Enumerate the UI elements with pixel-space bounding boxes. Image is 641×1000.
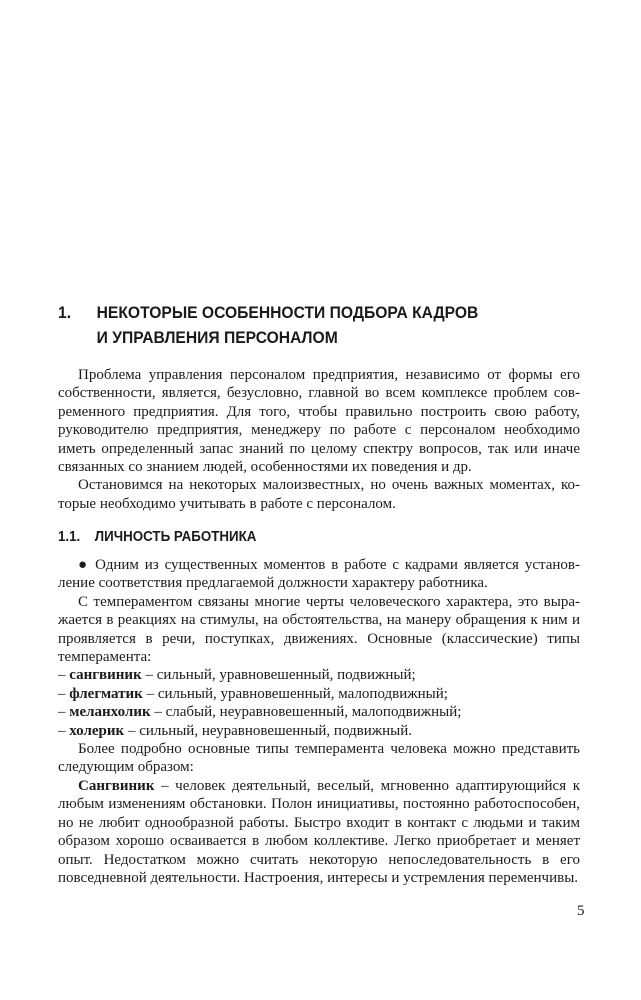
temperament-type-desc: – сильный, уравновешенный, подвижный; (141, 667, 416, 684)
temperament-type-item: – флегматик – сильный, уравновешенный, малоподвижный; (58, 685, 448, 702)
intro-paragraph-2: Остановимся на некоторых малоизвестных, но очень важных моментах, которые необходимо учитывать в работе с персоналом. (58, 477, 580, 512)
intro-paragraph-1: Проблема управления персоналом предприятия, независимо от формы его собственности, является, безусловно, главной во всем комплексе проблем современного предприятия. Для того, чтобы правильно построить свою работу, руководителю предприятия, менеджеру по работе с персоналом необходимо иметь определенный запас знаний по целому спектру вопросов, так или иначе связанных со знанием людей, особенностями их поведения и др. (58, 367, 580, 476)
subsection-title: ЛИЧНОСТЬ РАБОТНИКА (94, 529, 257, 545)
temperament-type-desc: – слабый, неуравновешенный, малоподвижный; (150, 704, 462, 721)
section-title-line1: НЕКОТОРЫЕ ОСОБЕННОСТИ ПОДБОРА КАДРОВ (96, 303, 479, 322)
more-detail-paragraph: Более подробно основные типы темперамента человека можно представить следующим образом: (58, 741, 580, 776)
temperament-type-name: флегматик (69, 685, 143, 702)
temperament-type-item: – меланхолик – слабый, неуравновешенный, малоподвижный; (58, 704, 462, 721)
temperament-type-name: холерик (69, 722, 125, 739)
temperament-type-item: – сангвиник – сильный, уравновешенный, подвижный; (58, 667, 416, 684)
content-block (58, 556, 580, 887)
page-number: 5 (577, 903, 585, 919)
subsection-number: 1.1. (58, 529, 81, 545)
subsection-heading (58, 528, 536, 546)
sanguine-text: – человек деятельный, веселый, мгновенно адаптирующийся к любым изменениям обстановки. Полон инициативы, постоянно работоспособен, но не любит однообразной работы. Быстро входит в контакт с людьми и таким образом хорошо осваивается в любом коллективе. Легко приобретает и меняет опыт. Недостатком можно считать некоторую непоследовательность в его повседневной деятельности. Настроения, интересы и устремления переменчивы. (58, 777, 580, 886)
temperament-type-name: меланхолик (69, 704, 151, 721)
sanguine-paragraph (58, 777, 580, 887)
bullet-paragraph: ● Одним из существенных моментов в работе с кадрами является установление соответствия предлагаемой должности характеру работника. (58, 557, 580, 592)
sanguine-term: Сангвиник (78, 777, 155, 794)
temperament-paragraph: С темпераментом связаны многие черты человеческого характера, это выражается в реакциях на стимулы, на обстоятельства, на манеру обращения к ним и проявляется в речи, поступках, движениях. Основные (классические) типы темперамента: (58, 593, 580, 666)
temperament-type-item: – холерик – сильный, неуравновешенный, подвижный. (58, 722, 413, 739)
intro-block (58, 366, 580, 513)
temperament-type-name: сангвиник (69, 667, 142, 684)
section-number: 1. (58, 303, 72, 322)
temperament-type-desc: – сильный, уравновешенный, малоподвижный; (142, 685, 448, 702)
section-heading (58, 300, 536, 350)
temperament-type-desc: – сильный, неуравновешенный, подвижный. (124, 722, 413, 739)
section-title-line2: И УПРАВЛЕНИЯ ПЕРСОНАЛОМ (96, 328, 338, 347)
